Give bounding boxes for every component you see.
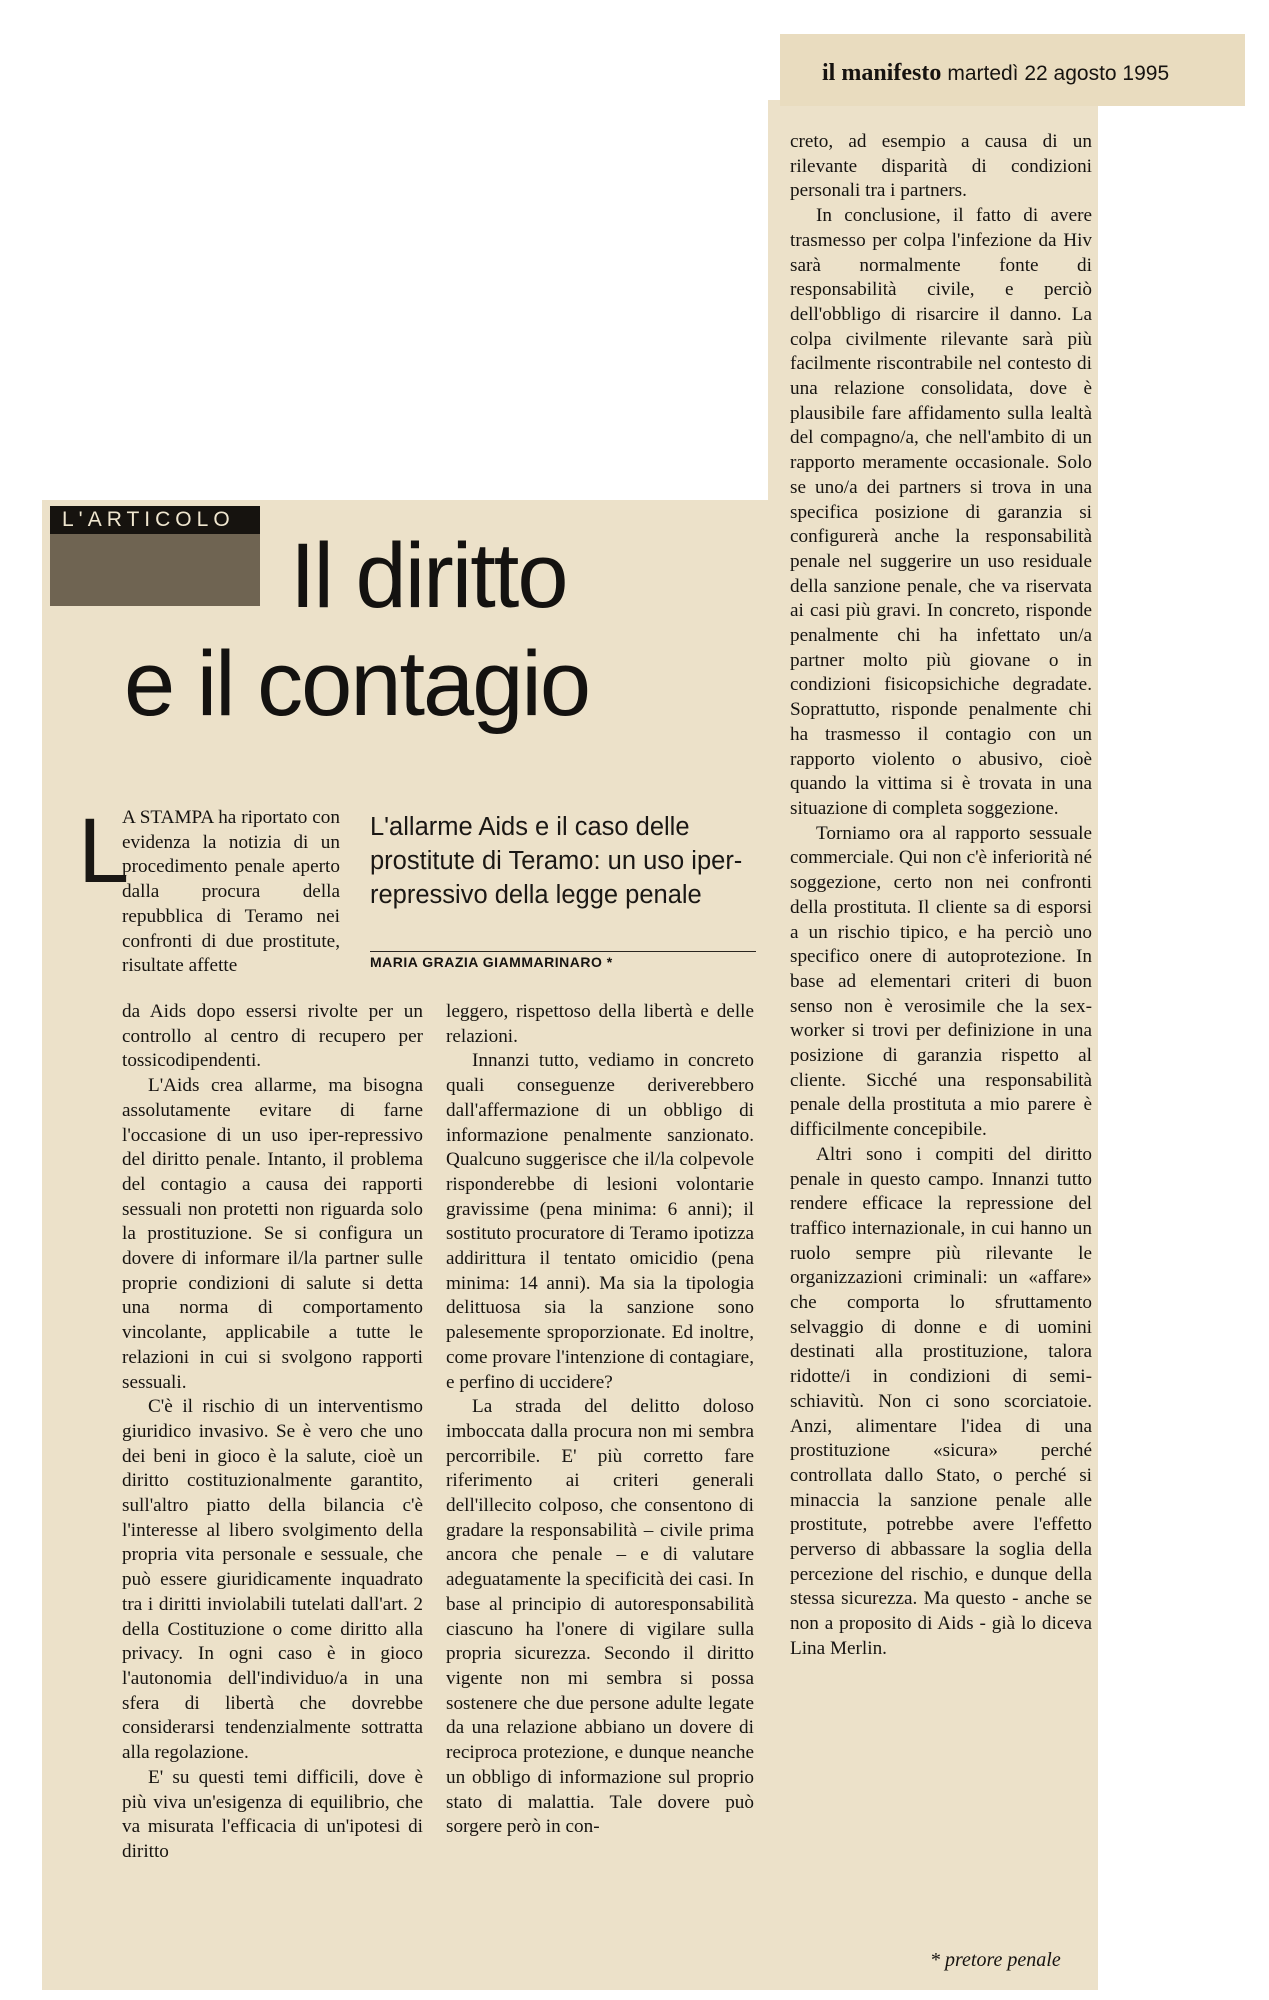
intro-column — [122, 806, 340, 979]
paragraph: L'Aids crea allarme, ma bisogna assolutamente evitare di farne l'occasione di un uso iper-repressivo del diritto penale. Intanto, il problema del contagio a causa dei rapporti sessuali non protetti non riguarda solo la prostituzione. Se si configura un dovere di informare il/la partner sulle proprie condizioni di salute si detta una norma di comportamento vincolante, applicabile a tutte le relazioni in cui si svolgono rapporti sessuali. — [122, 1075, 423, 1393]
paragraph: C'è il rischio di un interventismo giuridico invasivo. Se è vero che uno dei beni in gioco è la salute, cioè un diritto costituzionalmente garantito, sull'altro piatto della bilancia c'è l'interesse al libero svolgimento della propria vita personale e sessuale, che può essere giuridicamente inquadrato tra i diritti inviolabili tutelati dall'art. 2 della Costituzione o come diritto alla privacy. In ogni caso è in gioco l'autonomia dell'individuo/a in una sfera di libertà che dovrebbe considerarsi tendenzialmente sottratta alla regolazione. — [122, 1396, 423, 1764]
paragraph: Altri sono i compiti del diritto penale in questo campo. Innanzi tutto rendere efficace la repressione del traffico internazionale, in cui hanno un ruolo sempre più rilevante le organizzazioni criminali: un «affare» che comporta lo sfruttamento selvaggio di donne e di uomini destinati alla prostituzione, talora ridotte/i in condizioni di semi-schiavitù. Non ci sono scorciatoie. Anzi, alimentare l'idea di una prostituzione «sicura» perché controllata dallo Stato, o perché si minaccia la sanzione penale alle prostitute, potrebbe avere l'effetto perverso di abbassare la soglia della percezione del rischio, e dunque della stessa sicurezza. Ma questo - anche se non a proposito di Aids - già lo diceva Lina Merlin. — [790, 1143, 1092, 1659]
column-2 — [446, 1000, 754, 1840]
issue-date: martedì 22 agosto 1995 — [947, 62, 1170, 85]
intro-paragraph: A STAMPA ha riportato con evidenza la notizia di un procedimento penale aperto dalla procura della repubblica di Teramo nei confronti di due prostitute, risultate affette — [122, 807, 340, 977]
paragraph: E' su questi temi difficili, dove è più viva un'esigenza di equilibrio, che va misurata l'efficacia di un'ipotesi di diritto — [122, 1766, 423, 1862]
headline-line2: e il contagio — [124, 633, 589, 735]
masthead — [822, 60, 1169, 87]
drop-cap: L — [78, 800, 130, 902]
column-3 — [790, 130, 1092, 1662]
paragraph: leggero, rispettoso della libertà e delle relazioni. — [446, 1001, 754, 1047]
subtitle: L'allarme Aids e il caso delle prostitute di Teramo: un uso iper-repressivo della legge penale — [370, 813, 743, 909]
paragraph: In conclusione, il fatto di avere trasmesso per colpa l'infezione da Hiv sarà normalmente fonte di responsabilità civile, e perciò dell'obbligo di risarcire il danno. La colpa civilmente rilevante sarà più facilmente riscontrabile nel contesto di una relazione consolidata, dove è plausibile fare affidamento sulla lealtà del compagno/a, che nell'ambito di un rapporto meramente occasionale. Solo se uno/a dei partners si trova in una specifica posizione di garanzia si configurerà anche la responsabilità penale nel suggerire un uso residuale della sanzione penale, che va riservata ai casi più gravi. In concreto, risponde penalmente chi ha infettato un/a partner molto più giovane o in condizioni fisicopsichiche degradate. Soprattutto, risponde penalmente chi ha trasmesso il contagio con un rapporto violento o abusivo, cioè quando la vittima si è trovata in una situazione di completa soggezione. — [790, 205, 1092, 819]
kicker-label: L'ARTICOLO — [50, 506, 260, 534]
column-1 — [122, 1000, 423, 1865]
paragraph: creto, ad esempio a causa di un rilevante disparità di condizioni personali tra i partners. — [790, 131, 1092, 202]
kicker-block — [50, 506, 260, 606]
paragraph: da Aids dopo essersi rivolte per un controllo al centro di recupero per tossicodipendenti. — [122, 1001, 423, 1072]
paragraph: La strada del delitto doloso imboccata dalla procura non mi sembra percorribile. E' più corretto fare riferimento ai criteri generali dell'illecito colposo, che consentono di gradare la responsabilità – civile prima ancora che penale – e di valutare adeguatamente la specificità dei casi. In base al principio di autoresponsabilità ciascuno ha l'onere di vigilare sulla propria sicurezza. Secondo il diritto vigente non mi sembra si possa sostenere che due persone adulte legate da una relazione abbiano un dovere di reciproca protezione, e dunque neanche un obbligo di informazione sul proprio stato di malattia. Tale dovere può sorgere però in con- — [446, 1396, 754, 1838]
author-role: * pretore penale — [930, 1949, 1061, 1971]
paragraph: Innanzi tutto, vediamo in concreto quali conseguenze deriverebbero dall'affermazione di un obbligo di informazione penalmente sanzionato. Qualcuno suggerisce che il/la colpevole risponderebbe di lesioni volontarie gravissime (pena minima: 6 anni); il sostituto procuratore di Teramo ipotizza addirittura il tentato omicidio (pena minima: 14 anni). Ma sia la tipologia delittuosa sia la sanzione sono palesemente sproporzionate. Ed inoltre, come provare l'intenzione di contagiare, e perfino di uccidere? — [446, 1050, 754, 1393]
paragraph: Torniamo ora al rapporto sessuale commerciale. Qui non c'è inferiorità né soggezione, certo non nei confronti della prostituta. Il cliente sa di esporsi a un rischio tipico, e ha perciò uno specifico onere di autoprotezione. In base ad elementari criteri di buon senso non è verosimile che la sex-worker si trovi per definizione in una posizione di garanzia rispetto al cliente. Sicché una responsabilità penale della prostituta a mio parere è difficilmente concepibile. — [790, 822, 1092, 1141]
headline-line1: Il diritto — [290, 525, 567, 627]
byline: MARIA GRAZIA GIAMMARINARO * — [370, 951, 756, 970]
newspaper-name: il manifesto — [822, 60, 942, 86]
